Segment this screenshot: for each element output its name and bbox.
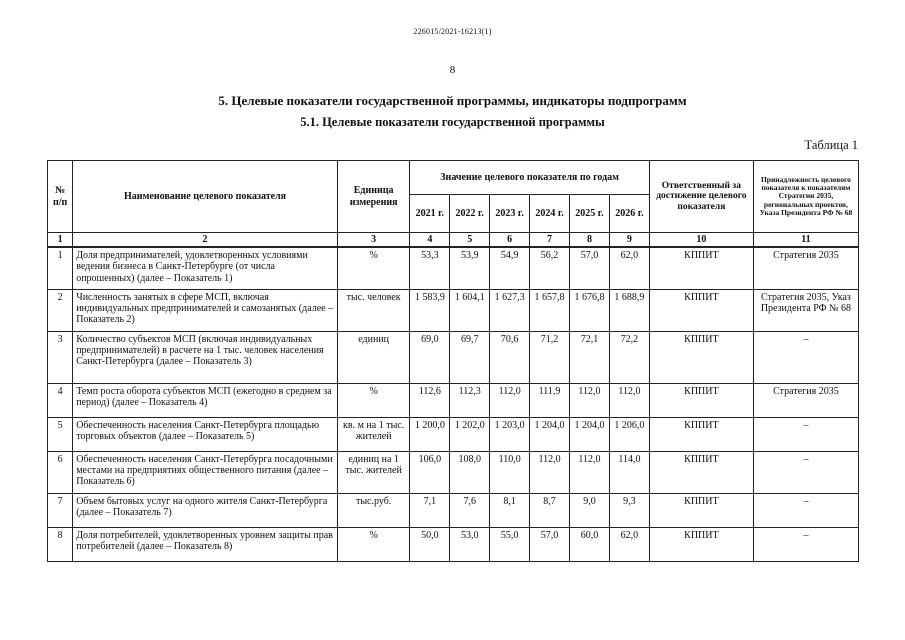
value-cell: 112,0 (570, 451, 610, 493)
column-number: 3 (337, 233, 409, 248)
unit-cell: единиц на 1 тыс. жителей (337, 451, 409, 493)
owner-cell: КППИТ (649, 383, 753, 417)
unit-cell: единиц (337, 331, 409, 383)
document-code: 226015/2021-16213(1) (413, 27, 492, 36)
table-row (48, 527, 859, 561)
value-cell: 110,0 (490, 451, 530, 493)
value-cell: 9,3 (609, 493, 649, 527)
page-number: 8 (449, 64, 456, 76)
column-number: 2 (73, 233, 338, 248)
value-cell: 1 627,3 (490, 289, 530, 331)
indicator-name: Обеспеченность населения Санкт-Петербурга площадью торговых объектов (далее – Показатель 5) (73, 417, 338, 451)
affiliation-cell: Стратегия 2035 (753, 247, 858, 289)
value-cell: 53,9 (450, 247, 490, 289)
value-cell: 1 200,0 (410, 417, 450, 451)
table-row (48, 451, 859, 493)
section-title: 5. Целевые показатели государственной программы, индикаторы подпрограмм (218, 93, 687, 108)
value-cell: 53,3 (410, 247, 450, 289)
value-cell: 8,7 (530, 493, 570, 527)
affiliation-cell: – (753, 527, 858, 561)
affiliation-cell: Стратегия 2035 (753, 383, 858, 417)
row-number: 6 (48, 451, 73, 493)
table-row (48, 331, 859, 383)
indicator-name: Доля предпринимателей, удовлетворенных условиями ведения бизнеса в Санкт-Петербурге (от числа опрошенных) (далее – Показатель 1) (73, 247, 338, 289)
table-row (48, 417, 859, 451)
header-num: № п/п (48, 161, 73, 233)
affiliation-cell: Стратегия 2035, Указ Президента РФ № 68 (753, 289, 858, 331)
value-cell: 57,0 (530, 527, 570, 561)
unit-cell: % (337, 527, 409, 561)
column-number: 4 (410, 233, 450, 248)
unit-cell: тыс. человек (337, 289, 409, 331)
header-owner: Ответственный за достижение целевого показателя (649, 161, 753, 233)
value-cell: 1 204,0 (530, 417, 570, 451)
value-cell: 112,3 (450, 383, 490, 417)
owner-cell: КППИТ (649, 493, 753, 527)
value-cell: 1 657,8 (530, 289, 570, 331)
column-number: 8 (570, 233, 610, 248)
value-cell: 57,0 (570, 247, 610, 289)
row-number: 3 (48, 331, 73, 383)
owner-cell: КППИТ (649, 331, 753, 383)
indicator-name: Темп роста оборота субъектов МСП (ежегодно в среднем за период) (далее – Показатель 4) (73, 383, 338, 417)
indicator-name: Обеспеченность населения Санкт-Петербурга посадочными местами на предприятиях общественного питания (далее – Показатель 6) (73, 451, 338, 493)
unit-cell: % (337, 247, 409, 289)
indicator-name: Количество субъектов МСП (включая индивидуальных предпринимателей) в расчете на 1 тыс. человек населения Санкт-Петербурга (далее – Показатель 3) (73, 331, 338, 383)
value-cell: 1 688,9 (609, 289, 649, 331)
row-number: 5 (48, 417, 73, 451)
value-cell: 62,0 (609, 527, 649, 561)
unit-cell: кв. м на 1 тыс. жителей (337, 417, 409, 451)
indicator-name: Объем бытовых услуг на одного жителя Санкт-Петербурга (далее – Показатель 7) (73, 493, 338, 527)
table-label: Таблица 1 (804, 138, 858, 152)
header-year: 2023 г. (490, 195, 530, 233)
table-row (48, 493, 859, 527)
value-cell: 108,0 (450, 451, 490, 493)
value-cell: 112,0 (609, 383, 649, 417)
row-number: 7 (48, 493, 73, 527)
value-cell: 69,0 (410, 331, 450, 383)
value-cell: 60,0 (570, 527, 610, 561)
indicator-name: Численность занятых в сфере МСП, включая индивидуальных предпринимателей и самозанятых (далее – Показатель 2) (73, 289, 338, 331)
column-number: 11 (753, 233, 858, 248)
value-cell: 114,0 (609, 451, 649, 493)
value-cell: 1 206,0 (609, 417, 649, 451)
value-cell: 8,1 (490, 493, 530, 527)
value-cell: 111,9 (530, 383, 570, 417)
unit-cell: тыс.руб. (337, 493, 409, 527)
value-cell: 54,9 (490, 247, 530, 289)
owner-cell: КППИТ (649, 417, 753, 451)
row-number: 2 (48, 289, 73, 331)
column-number: 5 (450, 233, 490, 248)
column-number: 10 (649, 233, 753, 248)
affiliation-cell: – (753, 493, 858, 527)
header-affiliation: Принадлежность целевого показателя к показателям Стратегии 2035, региональных проектов, Указа Президента РФ № 68 (753, 161, 858, 233)
value-cell: 72,1 (570, 331, 610, 383)
owner-cell: КППИТ (649, 451, 753, 493)
header-name: Наименование целевого показателя (73, 161, 338, 233)
table-row (48, 289, 859, 331)
value-cell: 53,0 (450, 527, 490, 561)
value-cell: 1 604,1 (450, 289, 490, 331)
value-cell: 1 202,0 (450, 417, 490, 451)
value-cell: 112,6 (410, 383, 450, 417)
value-cell: 1 583,9 (410, 289, 450, 331)
value-cell: 7,1 (410, 493, 450, 527)
value-cell: 9,0 (570, 493, 610, 527)
value-cell: 71,2 (530, 331, 570, 383)
header-year: 2021 г. (410, 195, 450, 233)
column-number: 9 (609, 233, 649, 248)
table-row (48, 383, 859, 417)
value-cell: 112,0 (490, 383, 530, 417)
column-number: 7 (530, 233, 570, 248)
header-values-group: Значение целевого показателя по годам (410, 161, 650, 195)
value-cell: 112,0 (530, 451, 570, 493)
indicator-name: Доля потребителей, удовлетворенных уровнем защиты прав потребителей (далее – Показатель 8) (73, 527, 338, 561)
value-cell: 70,6 (490, 331, 530, 383)
owner-cell: КППИТ (649, 247, 753, 289)
subsection-title: 5.1. Целевые показатели государственной программы (300, 115, 605, 129)
header-year: 2025 г. (570, 195, 610, 233)
value-cell: 7,6 (450, 493, 490, 527)
header-year: 2024 г. (530, 195, 570, 233)
value-cell: 56,2 (530, 247, 570, 289)
value-cell: 69,7 (450, 331, 490, 383)
value-cell: 1 203,0 (490, 417, 530, 451)
value-cell: 62,0 (609, 247, 649, 289)
value-cell: 55,0 (490, 527, 530, 561)
header-year: 2022 г. (450, 195, 490, 233)
row-number: 4 (48, 383, 73, 417)
header-unit: Единица измерения (337, 161, 409, 233)
value-cell: 106,0 (410, 451, 450, 493)
affiliation-cell: – (753, 451, 858, 493)
row-number: 1 (48, 247, 73, 289)
header-year: 2026 г. (609, 195, 649, 233)
value-cell: 72,2 (609, 331, 649, 383)
value-cell: 1 676,8 (570, 289, 610, 331)
row-number: 8 (48, 527, 73, 561)
owner-cell: КППИТ (649, 527, 753, 561)
column-number: 1 (48, 233, 73, 248)
indicators-table (47, 160, 859, 562)
affiliation-cell: – (753, 417, 858, 451)
unit-cell: % (337, 383, 409, 417)
affiliation-cell: – (753, 331, 858, 383)
owner-cell: КППИТ (649, 289, 753, 331)
value-cell: 50,0 (410, 527, 450, 561)
column-number: 6 (490, 233, 530, 248)
value-cell: 1 204,0 (570, 417, 610, 451)
table-row (48, 247, 859, 289)
value-cell: 112,0 (570, 383, 610, 417)
